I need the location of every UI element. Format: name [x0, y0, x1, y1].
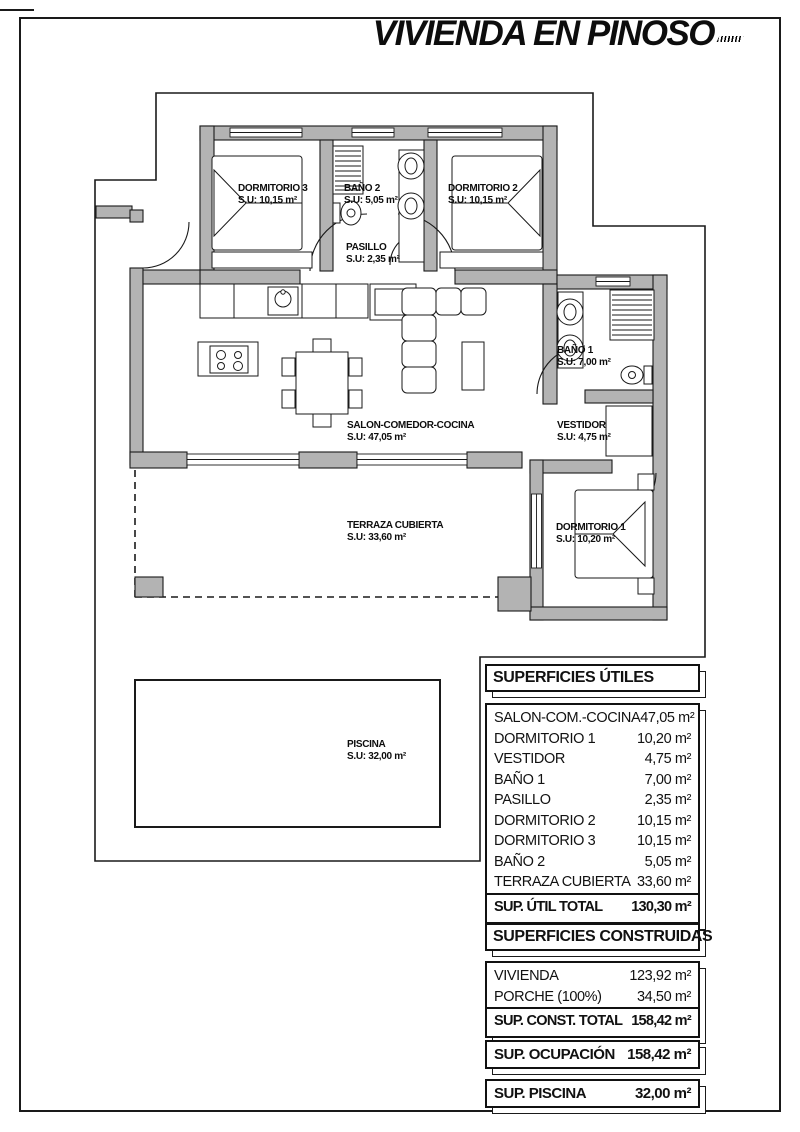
table-total-row: [487, 1007, 698, 1033]
window: [352, 128, 394, 137]
shower: [610, 290, 654, 340]
window: [230, 128, 302, 137]
superficies-utiles-header: SUPERFICIES ÚTILES: [485, 664, 700, 692]
room-label-dormitorio-3: [238, 183, 308, 207]
room-area: S.U: 7,00 m²: [557, 357, 611, 368]
row-label: DORMITORIO 3: [494, 833, 596, 849]
island-cooktop: [198, 342, 258, 376]
kitchen-sink: [268, 287, 298, 315]
row-label: DORMITORIO 1: [494, 730, 596, 747]
room-area: S.U: 10,15 m²: [238, 195, 297, 206]
row-value: 10,15 m²: [636, 812, 691, 829]
room-label-pasillo: [346, 242, 400, 266]
room-label-dormitorio-1: [556, 522, 626, 546]
room-label-terraza: [347, 520, 443, 544]
sup-piscina-box: [485, 1079, 700, 1108]
kitchen-counter: [200, 284, 416, 320]
table-row: [487, 729, 698, 750]
room-name: VESTIDOR: [557, 420, 606, 431]
total-value: 158,42 m²: [631, 1013, 691, 1029]
room-label-vestidor: [557, 420, 611, 444]
table-row: [487, 987, 698, 1008]
superficies-utiles-header-box: [485, 664, 700, 692]
room-area: S.U: 2,35 m²: [346, 254, 400, 265]
sup-ocupacion-box: [485, 1040, 700, 1069]
row-value: 10,15 m²: [636, 833, 691, 849]
terraza-dashed-boundary: [135, 470, 498, 597]
room-area: S.U: 10,15 m²: [448, 195, 507, 206]
dining-table: [282, 339, 362, 427]
room-label-bano-2: [344, 183, 398, 207]
room-name: DORMITORIO 1: [556, 522, 626, 533]
total-label: SUP. ÚTIL TOTAL: [494, 898, 603, 915]
superficies-construidas-header: SUPERFICIES CONSTRUIDAS: [485, 923, 700, 951]
room-area: S.U: 47,05 m²: [347, 432, 406, 443]
room-name: PISCINA: [347, 739, 386, 750]
double-sink: [398, 150, 424, 262]
terrace-pillar-se: [498, 577, 531, 611]
row-value: 34,50 m²: [636, 988, 691, 1005]
window: [596, 277, 630, 286]
room-area: S.U: 4,75 m²: [557, 432, 611, 443]
table-row: [487, 852, 698, 873]
bano1-fixtures: [557, 290, 654, 384]
room-area: S.U: 32,00 m²: [347, 751, 406, 762]
row-label: VESTIDOR: [494, 751, 565, 767]
room-label-bano-1: [557, 345, 611, 369]
table-row: [487, 872, 698, 893]
terrace-pillar-sw: [135, 577, 163, 597]
sheet-title-text: VIVIENDA EN PINOSO: [372, 14, 714, 53]
table-row: [487, 708, 698, 729]
row-value: 32,00 m²: [634, 1085, 691, 1102]
row-value: 123,92 m²: [629, 968, 691, 984]
row-label: PASILLO: [494, 792, 551, 808]
room-label-piscina: [347, 739, 406, 763]
room-name: DORMITORIO 3: [238, 183, 308, 194]
room-label-dormitorio-2: [448, 183, 518, 207]
row-value: 2,35 m²: [644, 792, 691, 808]
entrance-door-arc: [143, 222, 189, 268]
room-name: SALON-COMEDOR-COCINA: [347, 420, 475, 431]
row-label: SUP. OCUPACIÓN: [494, 1046, 615, 1063]
total-value: 130,30 m²: [631, 898, 691, 915]
row-label: SUP. PISCINA: [494, 1085, 587, 1102]
superficies-construidas-header-box: [485, 923, 713, 951]
room-label-salon: [347, 420, 474, 444]
row-value: 7,00 m²: [644, 771, 691, 788]
row-label: DORMITORIO 2: [494, 812, 596, 829]
table-row: [487, 749, 698, 770]
room-name: PASILLO: [346, 242, 387, 253]
room-name: TERRAZA CUBIERTA: [347, 520, 444, 531]
bed-dormitorio-2: [440, 156, 543, 268]
table-row: [487, 770, 698, 791]
bed-dormitorio-3: [212, 156, 312, 268]
superficies-utiles-table: [485, 703, 700, 924]
window: [357, 454, 467, 465]
table-total-row: [487, 893, 698, 919]
row-value: 47,05 m²: [640, 710, 695, 726]
coffee-table: [462, 342, 484, 390]
row-label: BAÑO 1: [494, 771, 545, 788]
window: [428, 128, 502, 137]
row-value: 5,05 m²: [644, 853, 691, 870]
sofa: [402, 288, 486, 393]
room-name: BAÑO 2: [344, 183, 380, 194]
toilet: [621, 366, 652, 384]
window: [187, 454, 299, 465]
row-label: BAÑO 2: [494, 853, 545, 870]
table-row: [487, 966, 698, 987]
room-name: BAÑO 1: [557, 345, 593, 356]
row-value: 158,42 m²: [627, 1046, 691, 1063]
superficies-construidas-table: [485, 961, 700, 1038]
row-label: SALON-COM.-COCINA: [494, 710, 641, 726]
row-value: 33,60 m²: [636, 874, 691, 890]
room-name: DORMITORIO 2: [448, 183, 518, 194]
table-row: [487, 811, 698, 832]
total-label: SUP. CONST. TOTAL: [494, 1013, 623, 1029]
table-row: [487, 790, 698, 811]
row-label: VIVIENDA: [494, 968, 559, 984]
row-value: 4,75 m²: [644, 751, 691, 767]
room-area: S.U: 10,20 m²: [556, 534, 615, 545]
row-value: 10,20 m²: [636, 730, 691, 747]
row-label: PORCHE (100%): [494, 988, 602, 1005]
vestidor-wardrobe: [606, 406, 652, 456]
room-area: S.U: 33,60 m²: [347, 532, 406, 543]
window: [532, 494, 542, 568]
room-area: S.U: 5,05 m²: [344, 195, 398, 206]
table-row: [487, 831, 698, 852]
row-label: TERRAZA CUBIERTA: [494, 874, 631, 890]
